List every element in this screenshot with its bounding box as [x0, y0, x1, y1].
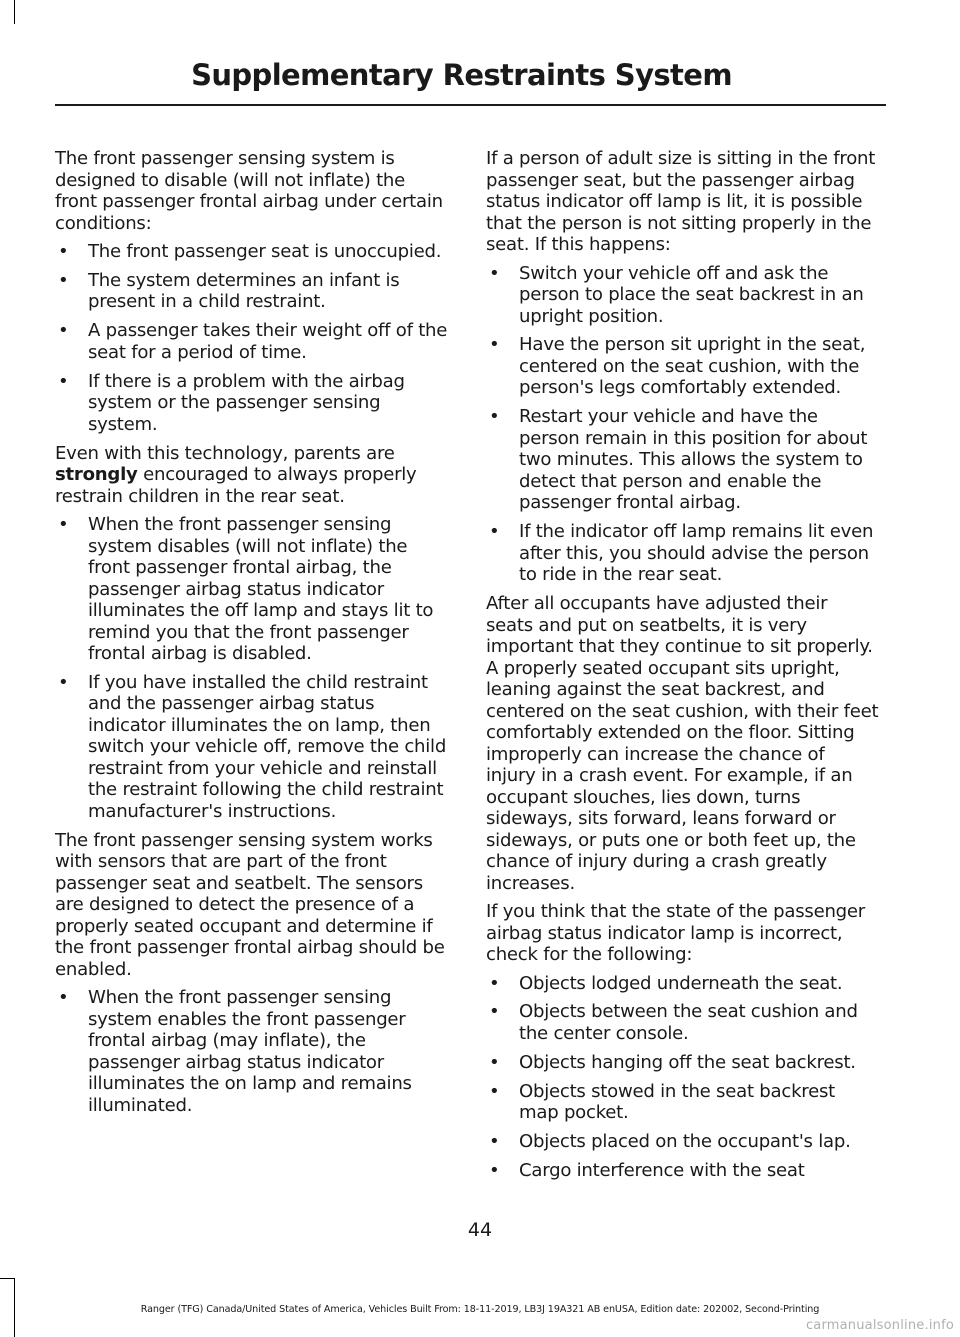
list-item: • If you have installed the child restraint and the passenger airbag status indicator illuminates the on lamp, then switch your vehicle off, remove the child restraint from your vehicle and reinstall the restraint following the child restraint manufacturer's instructions. — [55, 672, 448, 823]
bullet-list — [55, 241, 448, 435]
list-item: • When the front passenger sensing system enables the front passenger frontal airbag (may inflate), the passenger airbag status indicator illuminates the on lamp and remains illuminated. — [55, 987, 448, 1116]
bullet-list — [486, 973, 879, 1182]
footer-text: Ranger (TFG) Canada/United States of America, Vehicles Built From: 18-11-2019, LB3J 19A321 AB enUSA, Edition date: 202002, Second-Printing — [140, 1304, 820, 1315]
list-item: • Objects hanging off the seat backrest. — [486, 1052, 879, 1074]
list-item: • Objects lodged underneath the seat. — [486, 973, 879, 995]
text-run: Even with this technology, parents are — [55, 442, 395, 464]
crop-mark — [0, 1278, 14, 1279]
list-item: • Cargo interference with the seat — [486, 1160, 879, 1182]
list-item: • Restart your vehicle and have the person remain in this position for about two minutes. This allows the system to detect that person and enable the passenger frontal airbag. — [486, 406, 879, 514]
list-item: • The front passenger seat is unoccupied. — [55, 241, 448, 263]
list-item: • Objects stowed in the seat backrest map pocket. — [486, 1081, 879, 1124]
left-column — [55, 148, 448, 1124]
paragraph: The front passenger sensing system works with sensors that are part of the front passenger seat and seatbelt. The sensors are designed to detect the presence of a properly seated occupant and determine if the front passenger frontal airbag should be enabled. — [55, 829, 445, 980]
list-item: • If there is a problem with the airbag system or the passenger sensing system. — [55, 371, 448, 436]
list-item: • Objects between the seat cushion and the center console. — [486, 1001, 879, 1044]
crop-mark — [14, 0, 15, 24]
bullet-list — [55, 514, 448, 822]
list-item: • Switch your vehicle off and ask the person to place the seat backrest in an upright position. — [486, 263, 879, 328]
paragraph — [55, 443, 448, 508]
paragraph: If a person of adult size is sitting in the front passenger seat, but the passenger airbag status indicator off lamp is lit, it is possible that the person is not sitting properly in the seat. If this happens: — [486, 148, 876, 255]
bullet-list — [486, 263, 879, 586]
bullet-list — [55, 987, 448, 1116]
emphasis-text: strongly — [55, 464, 138, 486]
list-item: • Have the person sit upright in the seat, centered on the seat cushion, with the person's legs comfortably extended. — [486, 334, 879, 399]
paragraph: If you think that the state of the passenger airbag status indicator lamp is incorrect, check for the following: — [486, 901, 865, 966]
text-run: encouraged to always properly restrain children in the rear seat. — [55, 464, 417, 507]
header-rule — [55, 104, 886, 106]
page-number: 44 — [467, 1219, 493, 1241]
list-item: • Objects placed on the occupant's lap. — [486, 1131, 879, 1153]
list-item: • If the indicator off lamp remains lit even after this, you should advise the person to ride in the rear seat. — [486, 521, 879, 586]
paragraph: The front passenger sensing system is designed to disable (will not inflate) the front passenger frontal airbag under certain conditions: — [55, 148, 443, 234]
paragraph: After all occupants have adjusted their seats and put on seatbelts, it is very important that they continue to sit properly. A properly seated occupant sits upright, leaning against the seat backrest, and centered on the seat cushion, with their feet comfortably extended on the floor. Sitting improperly can increase the chance of injury in a crash event. For example, if an occupant slouches, lies down, turns sideways, sits forward, leans forward or sideways, or puts one or both feet up, the chance of injury during a crash greatly increases. — [486, 593, 879, 894]
watermark: carmanualsonline.info — [805, 1318, 954, 1333]
right-column — [486, 148, 879, 1189]
list-item: • The system determines an infant is present in a child restraint. — [55, 270, 448, 313]
list-item: • A passenger takes their weight off of the seat for a period of time. — [55, 320, 448, 363]
list-item: • When the front passenger sensing system disables (will not inflate) the front passenger frontal airbag, the passenger airbag status indicator illuminates the off lamp and stays lit to remind you that the front passenger frontal airbag is disabled. — [55, 514, 448, 665]
page-title: Supplementary Restraints System — [191, 58, 732, 92]
